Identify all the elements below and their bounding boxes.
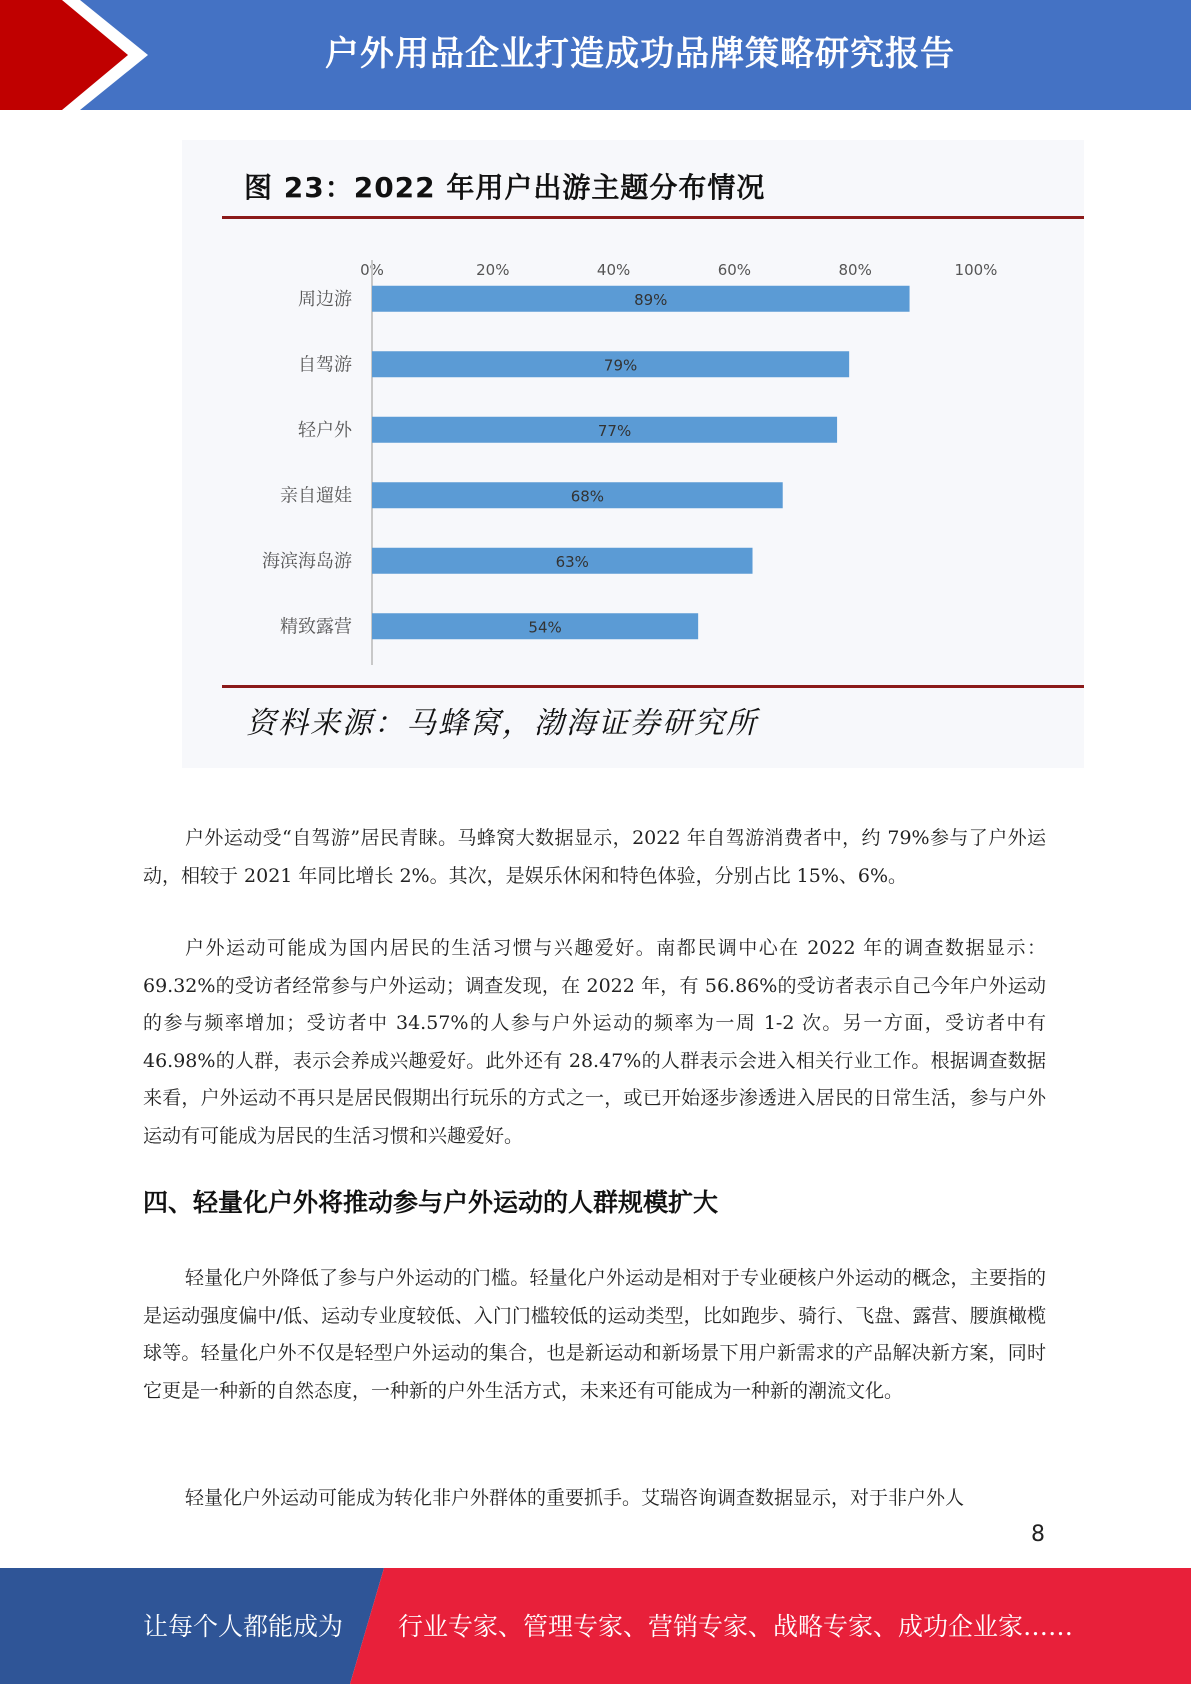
- document-title: 户外用品企业打造成功品牌策略研究报告: [325, 34, 955, 74]
- paragraph-2: 户外运动可能成为国内居民的生活习惯与兴趣爱好。南都民调中心在 2022 年的调查数据显示：69.32%的受访者经常参与户外运动；调查发现，在 2022 年，有 56.86%的受访者表示自己今年户外运动的参与频率增加；受访者中 34.57%的人参与户外运动的频率为一周 1-2 次。另一方面，受访者中有 46.98%的人群，表示会养成兴趣爱好。此外还有 28.47%的人群表示会进入相关行业工作。根据调查数据来看，户外运动不再只是居民假期出行玩乐的方式之一，或已开始逐步渗透进入居民的日常生活，参与户外运动有可能成为居民的生活习惯和兴趣爱好。: [143, 937, 1046, 1147]
- paragraph-1: 户外运动受“自驾游”居民青睐。马蜂窝大数据显示，2022 年自驾游消费者中，约 79%参与了户外运动，相较于 2021 年同比增长 2%。其次，是娱乐休闲和特色体验，分别占比 15%、6%。: [143, 827, 1046, 887]
- figure-rule-top: [222, 216, 1084, 219]
- x-tick-label: 80%: [838, 261, 872, 279]
- figure-source: 资料来源：马蜂窝，渤海证券研究所: [246, 706, 758, 741]
- category-label: 自驾游: [298, 354, 352, 376]
- category-label: 海滨海岛游: [262, 550, 352, 572]
- x-tick-label: 60%: [717, 261, 752, 279]
- x-tick-label: 40%: [596, 261, 631, 279]
- figure-23: [182, 140, 1084, 768]
- category-label: 轻户外: [298, 419, 352, 441]
- data-label: 54%: [528, 618, 562, 637]
- x-tick-label: 100%: [954, 261, 998, 279]
- data-label: 63%: [555, 552, 589, 571]
- bar-chart: [182, 230, 1084, 680]
- data-label: 68%: [570, 487, 605, 506]
- data-label: 89%: [634, 290, 668, 309]
- footer-slogan-left: 让每个人都能成为: [143, 1612, 344, 1641]
- figure-rule-bottom: [222, 685, 1084, 688]
- page-number: 8: [1031, 1522, 1045, 1547]
- x-tick-label: 0%: [360, 261, 384, 279]
- header-band: [0, 0, 1191, 110]
- category-label: 周边游: [298, 288, 352, 310]
- data-label: 79%: [603, 356, 638, 375]
- paragraph-4: 轻量化户外运动可能成为转化非户外群体的重要抓手。艾瑞咨询调查数据显示，对于非户外人: [185, 1487, 965, 1509]
- footer-band: [0, 1568, 1191, 1684]
- paragraph-3: 轻量化户外降低了参与户外运动的门槛。轻量化户外运动是相对于专业硬核户外运动的概念，主要指的是运动强度偏中/低、运动专业度较低、入门门槛较低的运动类型，比如跑步、骑行、飞盘、露营、腰旗橄榄球等。轻量化户外不仅是轻型户外运动的集合，也是新运动和新场景下用户新需求的产品解决新方案，同时它更是一种新的自然态度，一种新的户外生活方式，未来还有可能成为一种新的潮流文化。: [143, 1267, 1046, 1402]
- x-tick-label: 20%: [476, 261, 510, 279]
- footer-slogan-right: 行业专家、管理专家、营销专家、战略专家、成功企业家……: [398, 1612, 1074, 1641]
- figure-title: 图 23：2022 年用户出游主题分布情况: [244, 171, 766, 204]
- section-heading: 四、轻量化户外将推动参与户外运动的人群规模扩大: [143, 1188, 719, 1217]
- data-label: 77%: [597, 421, 632, 440]
- category-label: 精致露营: [280, 616, 352, 638]
- category-label: 亲自遛娃: [280, 485, 352, 507]
